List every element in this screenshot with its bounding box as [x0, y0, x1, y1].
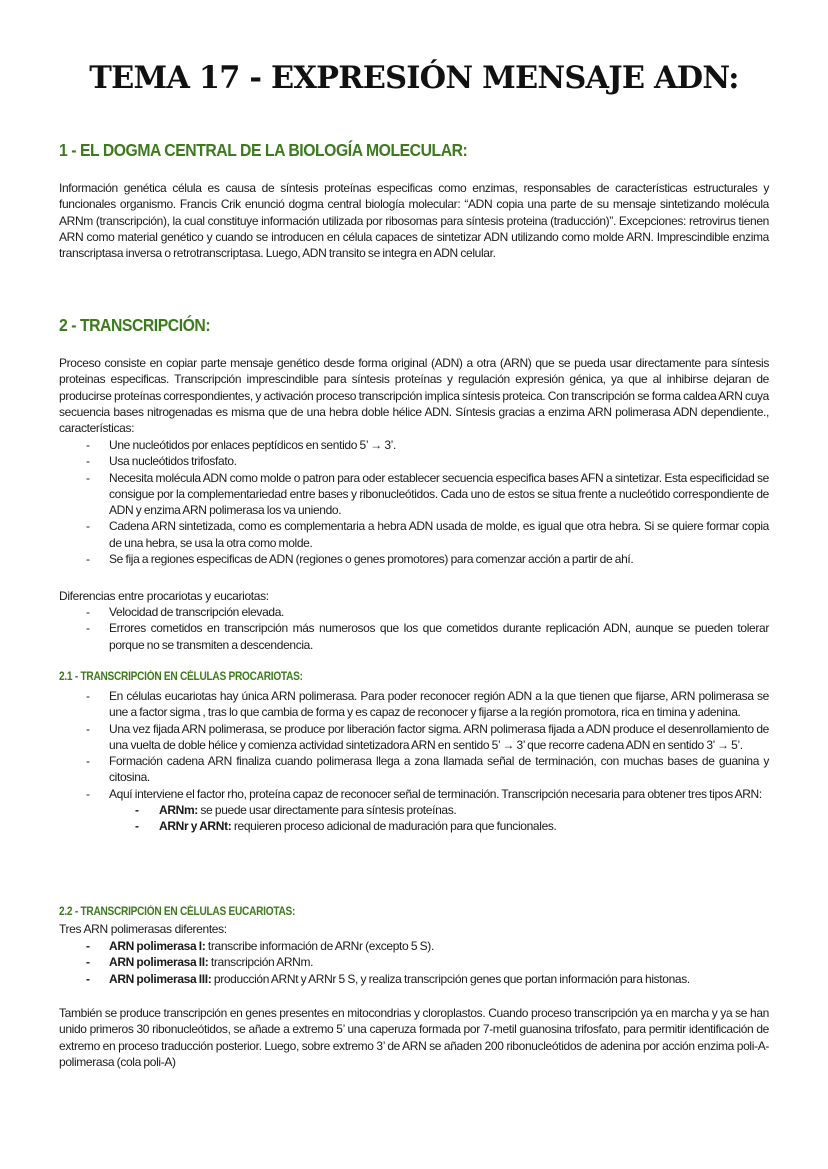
section-1-heading: 1 - EL DOGMA CENTRAL DE LA BIOLOGÍA MOLECULAR: [59, 140, 468, 160]
term: ARNr y ARNt: [159, 819, 232, 834]
section-2-2-heading: 2.2 - TRANSCRIPCIÓN EN CÉLULAS EUCARIOTAS: [59, 906, 296, 918]
list-item: - En células eucariotas hay única ARN polimerasa. Para poder reconocer región ADN a la que tienen que fijarse, ARN polimerasa se une a factor sigma , tras lo que cambia de forma y es capaz de reconocer y fijarse a la región promotora, rica en timina y adenina. [59, 688, 769, 721]
section-2-heading: 2 - TRANSCRIPCIÓN: [59, 315, 211, 335]
procariotas-list [59, 688, 769, 835]
characteristics-list [59, 437, 769, 567]
section-2-2-paragraph: También se produce transcripción en genes presentes en mitocondrias y cloroplastos. Cuando proceso transcripción ya en marcha y ya se han unido primeros 30 ribonucleótidos, se añade a extremo 5’ una caperuza formada por 7-metil guanosina trifosfato, para permitir identificación de extremo en proceso traducción posterior. Luego, sobre extremo 3’ de ARN se añaden 200 ribonucleótidos de adenina por acción enzima poli-A-polimerasa (cola poli-A) [59, 1006, 769, 1069]
list-item: - Necesita molécula ADN como molde o patron para oder establecer secuencia especifica bases AFN a sintetizar. Esta especificidad se consigue por la complementariedad entre bases y ribonucleótidos. Cada uno de estos se situa frente a nucleótido correspondiente de ADN y enzima ARN polimerasa los va uniendo. [59, 470, 769, 519]
section-1-paragraph: Información genética célula es causa de síntesis proteínas especificas como enzimas, responsables de características estructurales y funcionales organismo. Francis Crik enunció dogma central biología molecular: “ADN copia una parte de su mensaje sintetizando molécula ARNm (transcripción), la cual constituye información utilizada por ribosomas para síntesis proteina (traducción)”. Excepciones: retrovirus tienen ARN como material genético y cuando se introducen en célula capaces de sintetizar ADN utilizando como molde ARN. Imprescindible enzima transcriptasa inversa o retrotranscriptasa. Luego, ADN transito se integra en ADN celular. [59, 181, 769, 261]
list-item: - Cadena ARN sintetizada, como es complementaria a hebra ADN usada de molde, es igual que otra hebra. Si se quiere formar copia de una hebra, se usa la otra como molde. [59, 518, 769, 551]
polymerases-list [59, 938, 769, 987]
arn-types-list [109, 802, 769, 835]
list-item: - Une nucleótidos por enlaces peptídicos en sentido 5’ → 3’. [59, 437, 769, 453]
list-item: - Formación cadena ARN finaliza cuando polimerasa llega a zona llamada señal de terminación, con muchas bases de guanina y citosina. [59, 753, 769, 786]
list-item: - Velocidad de transcripción elevada. [59, 604, 769, 620]
list-item: - ARN polimerasa II: transcripción ARNm. [59, 954, 769, 970]
list-item: - Se fija a regiones especificas de ADN (regiones o genes promotores) para comenzar acción a partir de ahí. [59, 551, 769, 567]
list-item: - Usa nucleótidos trifosfato. [59, 453, 769, 469]
section-2-1-heading: 2.1 - TRANSCRIPCIÓN EN CÉLULAS PROCARIOTAS: [59, 671, 303, 683]
term: ARN polimerasa II: [109, 955, 209, 970]
list-item: - ARNr y ARNt: requieren proceso adicional de maduración para que funcionales. [109, 818, 769, 834]
differences-list [59, 604, 769, 653]
list-item: - ARN polimerasa I: transcribe información de ARNr (excepto 5 S). [59, 938, 769, 954]
term: ARN polimerasa III: [109, 971, 212, 986]
term: ARN polimerasa I: [109, 939, 206, 953]
polymerases-intro: Tres ARN polimerasas diferentes: [59, 922, 227, 936]
list-item: - ARNm: se puede usar directamente para síntesis proteínas. [109, 802, 769, 818]
list-item-text: Aquí interviene el factor rho, proteína capaz de reconocer señal de terminación. Transcripción necesaria para obtener tres tipos ARN: [109, 786, 762, 801]
list-item: - Errores cometidos en transcripción más numerosos que los que cometidos durante replicación ADN, aunque se pueden tolerar porque no se transmiten a descendencia. [59, 620, 769, 653]
page-title: TEMA 17 - EXPRESIÓN MENSAJE ADN: [89, 60, 739, 96]
term: ARNm: [159, 803, 198, 818]
differences-intro: Diferencias entre procariotas y eucariotas: [59, 589, 269, 603]
list-item [59, 786, 769, 835]
list-item: - Una vez fijada ARN polimerasa, se produce por liberación factor sigma. ARN polimerasa fijada a ADN produce el desenrollamiento de una vuelta de doble hélice y comienza actividad sintetizadora ARN en sentido 5’ → 3’ que recorre cadena ADN en sentido 3’ → 5’. [59, 721, 769, 754]
section-2-paragraph: Proceso consiste en copiar parte mensaje genético desde forma original (ADN) a otra (ARN) que se pueda usar directamente para síntesis proteinas especificas. Transcripción imprescindible para síntesis proteínas y regulación expresión génica, ya que al inhibirse dejaran de producirse proteínas correspondientes, y activación proceso transcripción implica síntesis proteica. Con transcripción se forma caldea ARN cuya secuencia bases nitrogenadas es misma que de una hebra doble hélice ADN. Síntesis gracias a enzima ARN polimerasa ADN dependiente., características: [59, 356, 769, 436]
list-item: - ARN polimerasa III: producción ARNt y ARNr 5 S, y realiza transcripción genes que portan información para histonas. [59, 971, 769, 987]
